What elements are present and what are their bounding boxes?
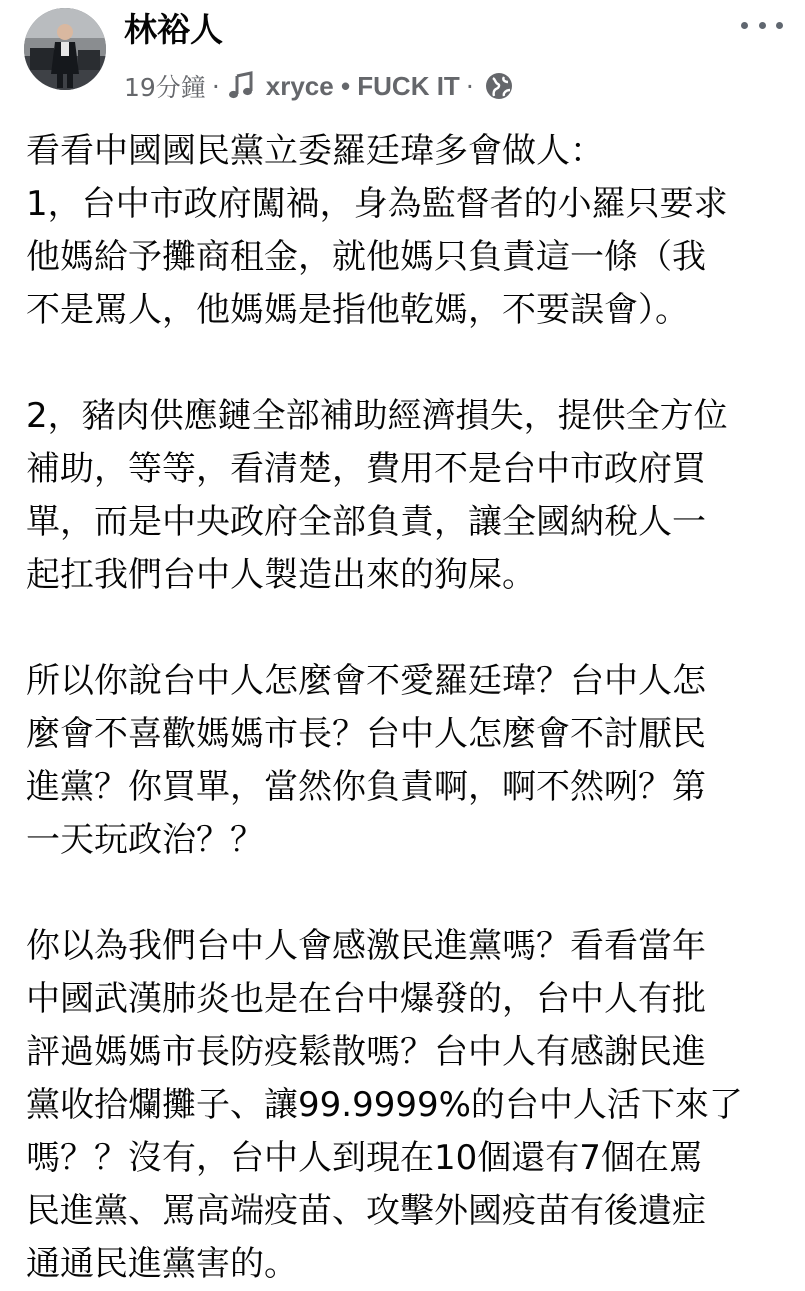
author-name[interactable]: 林裕人: [124, 10, 223, 49]
post-timestamp[interactable]: 19分鐘: [124, 73, 206, 102]
more-options-icon[interactable]: [741, 14, 783, 36]
post-meta: [124, 66, 514, 106]
avatar-photo: [24, 8, 106, 90]
song-attribution[interactable]: xryce • FUCK IT: [265, 70, 460, 101]
meta-separator: ·: [211, 71, 220, 101]
globe-icon[interactable]: [484, 71, 514, 101]
author-avatar[interactable]: [24, 8, 106, 90]
post-content: [26, 125, 786, 1291]
post-paragraph: 所以你說台中人怎麼會不愛羅廷瑋？台中人怎 麼會不喜歡媽媽市長？台中人怎麼會不討厭民 進黨？你買單，當然你負責啊，啊不然咧？第 一天玩政治？？: [26, 661, 706, 860]
post-paragraph: 看看中國國民黨立委羅廷瑋多會做人： 1，台中市政府闖禍，身為監督者的小羅只要求 他媽給予攤商租金，就他媽只負責這一條（我 不是罵人，他媽媽是指他乾媽，不要誤會）。: [26, 131, 728, 330]
post-header: [0, 0, 805, 110]
music-note-icon: [226, 71, 256, 101]
meta-separator: ·: [465, 71, 474, 101]
post-paragraph: 2，豬肉供應鏈全部補助經濟損失，提供全方位 補助，等等，看清楚，費用不是台中市政府買 單，而是中央政府全部負責，讓全國納稅人一 起扛我們台中人製造出來的狗屎。: [26, 396, 728, 595]
post-paragraph: 你以為我們台中人會感激民進黨嗎？看看當年 中國武漢肺炎也是在台中爆發的，台中人有批 評過媽媽市長防疫鬆散嗎？台中人有感謝民進 黨收拾爛攤子、讓99.9999%的台中人活下來了 嗎？？沒有，台中人到現在10個還有7個在罵 民進黨、罵高端疫苗、攻擊外國疫苗有後遺症 通通民進黨害的。: [26, 926, 743, 1284]
